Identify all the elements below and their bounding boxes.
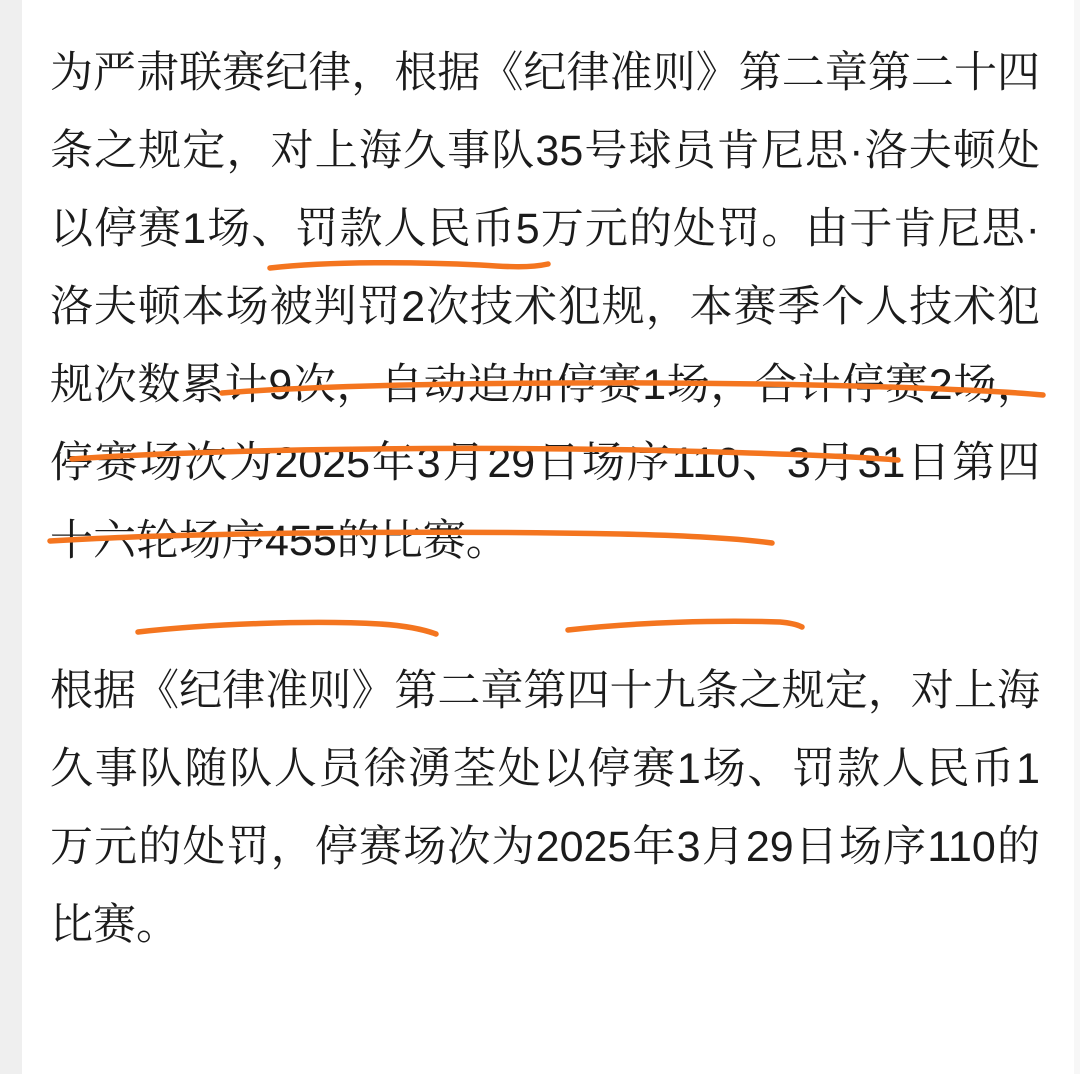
right-margin-strip	[1074, 0, 1080, 1074]
left-margin-strip	[0, 0, 22, 1074]
paragraph-1: 为严肃联赛纪律，根据《纪律准则》第二章第二十四条之规定，对上海久事队35号球员肯尼思·洛夫顿处以停赛1场、罚款人民币5万元的处罚。由于肯尼思·洛夫顿本场被判罚2次技术犯规，本赛季个人技术犯规次数累计9次，自动追加停赛1场，合计停赛2场，停赛场次为2025年3月29日场序110、3月31日第四十六轮场序455的比赛。	[50, 49, 1040, 565]
document-body	[50, 34, 1040, 964]
paragraph-2: 根据《纪律准则》第二章第四十九条之规定，对上海久事队随队人员徐湧荃处以停赛1场、罚款人民币1万元的处罚，停赛场次为2025年3月29日场序110的比赛。	[50, 667, 1040, 949]
